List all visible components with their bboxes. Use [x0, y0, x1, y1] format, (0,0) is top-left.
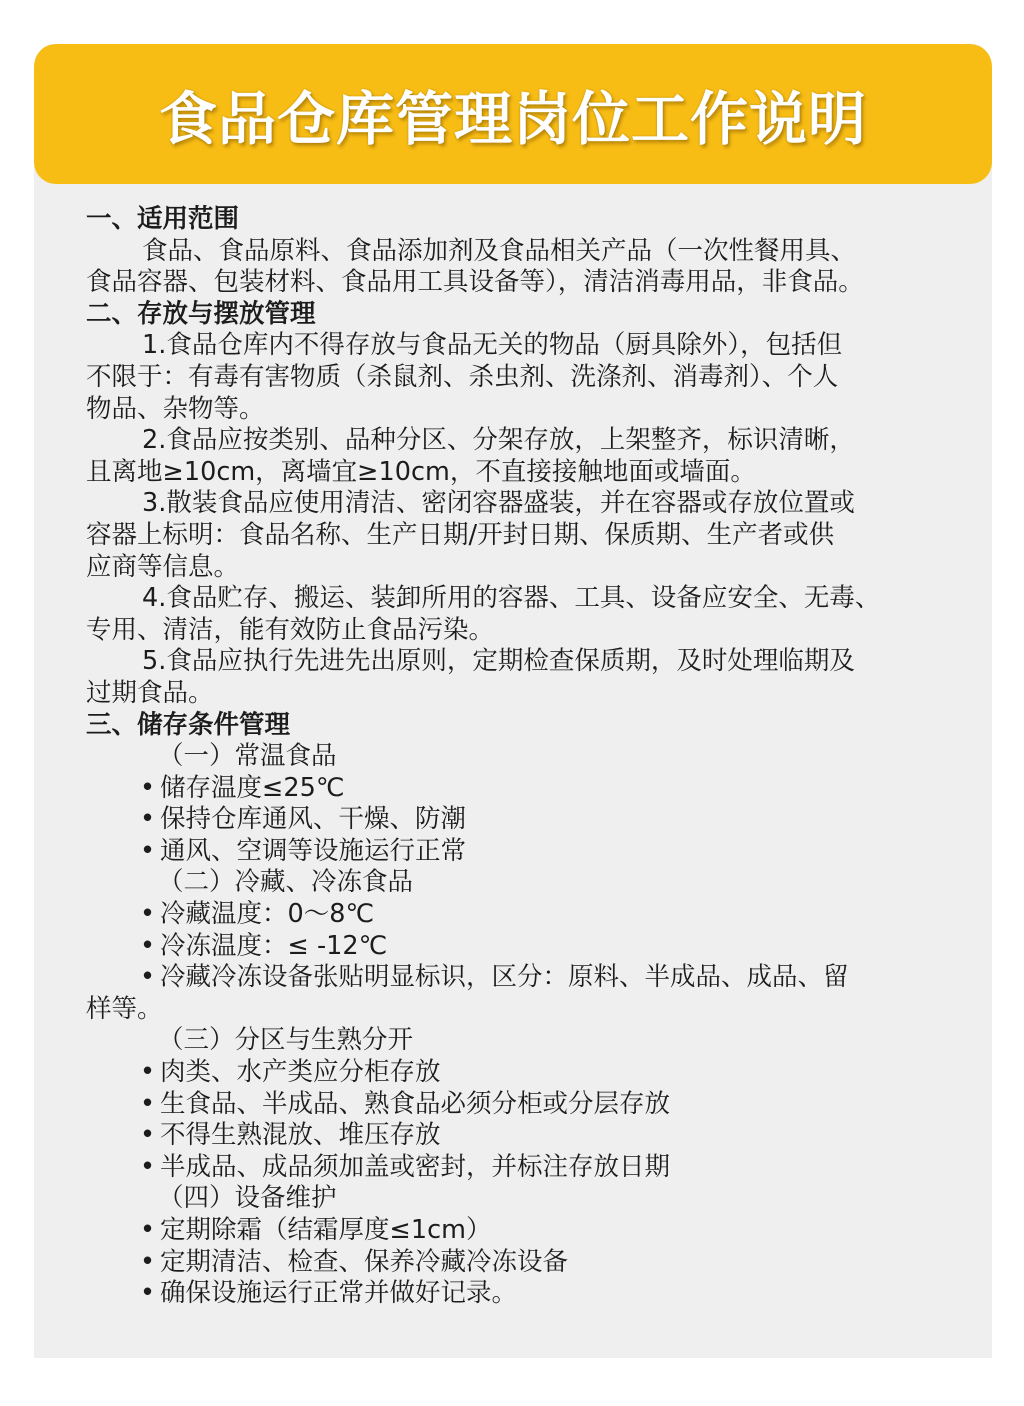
bullet-dot-icon: •: [140, 1215, 156, 1245]
bullet-item: [86, 1089, 966, 1121]
subsection-heading: （一）常温食品: [158, 741, 337, 772]
bullet-text: 定期清洁、检查、保养冷藏冷冻设备: [160, 1246, 569, 1277]
section-heading: 三、储存条件管理: [86, 709, 291, 740]
page-title: 食品仓库管理岗位工作说明: [158, 85, 867, 153]
paragraph-line: 且离地≥10cm，离墙宜≥10cm，不直接接触地面或墙面。: [86, 456, 756, 487]
paragraph-line: 1.食品仓库内不得存放与食品无关的物品（厨具除外），包括但: [142, 330, 843, 361]
bullet-item: [86, 1057, 966, 1089]
bullet-item: [86, 962, 966, 994]
paragraph-line: 过期食品。: [86, 677, 214, 708]
bullet-dot-icon: •: [140, 1057, 156, 1088]
bullet-text: 保持仓库通风、干燥、防潮: [160, 804, 467, 835]
paragraph-line: 不限于：有毒有害物质（杀鼠剂、杀虫剂、洗涤剂、消毒剂）、个人: [86, 361, 839, 392]
paragraph-line: 容器上标明：食品名称、生产日期/开封日期、保质期、生产者或供: [86, 519, 835, 550]
bullet-item: [86, 1278, 966, 1310]
bullet-item: [86, 1152, 966, 1184]
paragraph-line: 3.散装食品应使用清洁、密闭容器盛装，并在容器或存放位置或: [142, 488, 855, 519]
subsection-heading: （三）分区与生熟分开: [158, 1025, 414, 1056]
subsection-heading: （四）设备维护: [158, 1183, 337, 1214]
bullet-dot-icon: •: [140, 1246, 156, 1277]
bullet-item: [86, 1120, 966, 1152]
bullet-text: 不得生熟混放、堆压存放: [160, 1120, 441, 1151]
bullet-text: 定期除霜（结霜厚度≤1cm）: [160, 1215, 492, 1245]
bullet-text: 冷藏冷冻设备张贴明显标识，区分：原料、半成品、成品、留: [160, 962, 849, 993]
bullet-dot-icon: •: [140, 899, 156, 930]
bullet-item: [86, 804, 966, 836]
bullet-item: [86, 773, 966, 805]
bullet-text: 半成品、成品须加盖或密封，并标注存放日期: [160, 1151, 671, 1182]
bullet-dot-icon: •: [140, 835, 156, 866]
paragraph-line: 4.食品贮存、搬运、装卸所用的容器、工具、设备应安全、无毒、: [142, 583, 881, 614]
paragraph-line: 5.食品应执行先进先出原则，定期检查保质期，及时处理临期及: [142, 646, 855, 677]
section-heading: 一、适用范围: [86, 204, 240, 234]
paragraph-line: 物品、杂物等。: [86, 393, 265, 424]
bullet-item: [86, 899, 966, 931]
bullet-text: 冷冻温度：≤ -12℃: [160, 930, 388, 961]
bullet-text: 生食品、半成品、熟食品必须分柜或分层存放: [160, 1088, 671, 1119]
paragraph-line: 样等。: [86, 993, 163, 1024]
paragraph-line: 应商等信息。: [86, 551, 240, 582]
paragraph-line: 专用、清洁，能有效防止食品污染。: [86, 614, 495, 645]
paragraph-line: 2.食品应按类别、品种分区、分架存放，上架整齐，标识清晰，: [142, 425, 855, 456]
bullet-text: 肉类、水产类应分柜存放: [160, 1057, 441, 1088]
bullet-item: [86, 836, 966, 868]
section-heading: 二、存放与摆放管理: [86, 298, 316, 329]
paragraph-line: 食品、食品原料、食品添加剂及食品相关产品（一次性餐用具、: [142, 235, 857, 266]
bullet-dot-icon: •: [140, 930, 156, 961]
bullet-dot-icon: •: [140, 1088, 156, 1119]
title-banner: [34, 44, 992, 184]
bullet-dot-icon: •: [140, 1278, 156, 1309]
subsection-heading: （二）冷藏、冷冻食品: [158, 867, 414, 898]
bullet-text: 储存温度≤25℃: [160, 772, 345, 803]
bullet-item: [86, 931, 966, 963]
bullet-dot-icon: •: [140, 804, 156, 835]
document-card: [34, 44, 992, 1358]
bullet-item: [86, 1215, 966, 1247]
bullet-text: 通风、空调等设施运行正常: [160, 835, 467, 866]
bullet-item: [86, 1247, 966, 1279]
bullet-text: 冷藏温度：0～8℃: [160, 899, 375, 930]
bullet-dot-icon: •: [140, 1151, 156, 1182]
bullet-dot-icon: •: [140, 1120, 156, 1151]
document-body: [86, 204, 966, 1310]
paragraph-line: 食品容器、包装材料、食品用工具设备等），清洁消毒用品，非食品。: [86, 267, 864, 298]
bullet-dot-icon: •: [140, 772, 156, 803]
bullet-dot-icon: •: [140, 962, 156, 993]
bullet-text: 确保设施运行正常并做好记录。: [160, 1278, 518, 1309]
